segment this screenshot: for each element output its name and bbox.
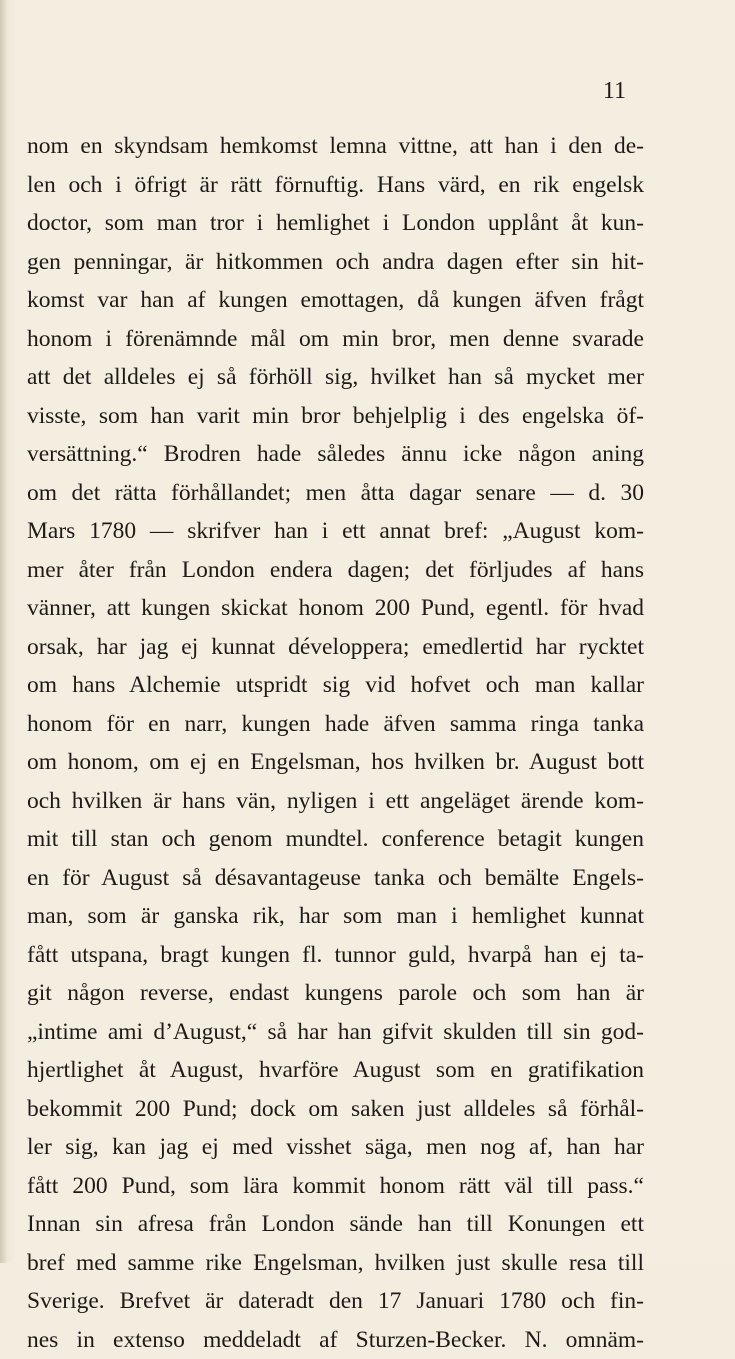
page-number: 11 (590, 76, 626, 106)
text-line: orsak, har jag ej kunnat développera; emedlertid har rycktet (27, 628, 644, 667)
text-line: hjertlighet åt August, hvarföre August som en gratifikation (27, 1051, 644, 1090)
text-line: en för August så désavantageuse tanka och bemälte Engels- (27, 859, 644, 898)
text-line: komst var han af kungen emottagen, då kungen äfven frågt (27, 281, 644, 320)
text-line: ler sig, kan jag ej med visshet säga, men nog af, han har (27, 1128, 644, 1167)
text-line: len och i öfrigt är rätt förnuftig. Hans värd, en rik engelsk (27, 166, 644, 205)
text-line: Innan sin afresa från London sände han till Konungen ett (27, 1205, 644, 1244)
text-line: vänner, att kungen skickat honom 200 Pund, egentl. för hvad (27, 589, 644, 628)
body-text (27, 127, 644, 1359)
text-line: honom för en narr, kungen hade äfven samma ringa tanka (27, 705, 644, 744)
text-line: versättning.“ Brodren hade således ännu icke någon aning (27, 435, 644, 474)
text-line: fått utspana, bragt kungen fl. tunnor guld, hvarpå han ej ta- (27, 936, 644, 975)
text-line: fått 200 Pund, som lära kommit honom rätt väl till pass.“ (27, 1167, 644, 1206)
text-line: „intime ami d’August,“ så har han gifvit skulden till sin god- (27, 1013, 644, 1052)
text-line: visste, som han varit min bror behjelplig i des engelska öf- (27, 397, 644, 436)
text-line: mer åter från London endera dagen; det förljudes af hans (27, 551, 644, 590)
text-line: Sverige. Brefvet är dateradt den 17 Januari 1780 och fin- (27, 1282, 644, 1321)
text-line: bref med samme rike Engelsman, hvilken just skulle resa till (27, 1244, 644, 1283)
text-line: bekommit 200 Pund; dock om saken just alldeles så förhål- (27, 1090, 644, 1129)
text-line: git någon reverse, endast kungens parole och som han är (27, 974, 644, 1013)
text-line: doctor, som man tror i hemlighet i London upplånt åt kun- (27, 204, 644, 243)
page-gutter (0, 0, 6, 1263)
text-line: om det rätta förhållandet; men åtta dagar senare — d. 30 (27, 474, 644, 513)
text-line: mit till stan och genom mundtel. conference betagit kungen (27, 820, 644, 859)
text-line: om hans Alchemie utspridt sig vid hofvet och man kallar (27, 666, 644, 705)
text-line: och hvilken är hans vän, nyligen i ett angeläget ärende kom- (27, 782, 644, 821)
text-line: nom en skyndsam hemkomst lemna vittne, att han i den de- (27, 127, 644, 166)
text-line: att det alldeles ej så förhöll sig, hvilket han så mycket mer (27, 358, 644, 397)
text-line: Mars 1780 — skrifver han i ett annat bref: „August kom- (27, 512, 644, 551)
text-line: gen penningar, är hitkommen och andra dagen efter sin hit- (27, 243, 644, 282)
text-line: man, som är ganska rik, har som man i hemlighet kunnat (27, 897, 644, 936)
text-line: om honom, om ej en Engelsman, hos hvilken br. August bott (27, 743, 644, 782)
text-line: honom i förenämnde mål om min bror, men denne svarade (27, 320, 644, 359)
text-line: nes in extenso meddeladt af Sturzen-Becker. N. omnäm- (27, 1321, 644, 1359)
